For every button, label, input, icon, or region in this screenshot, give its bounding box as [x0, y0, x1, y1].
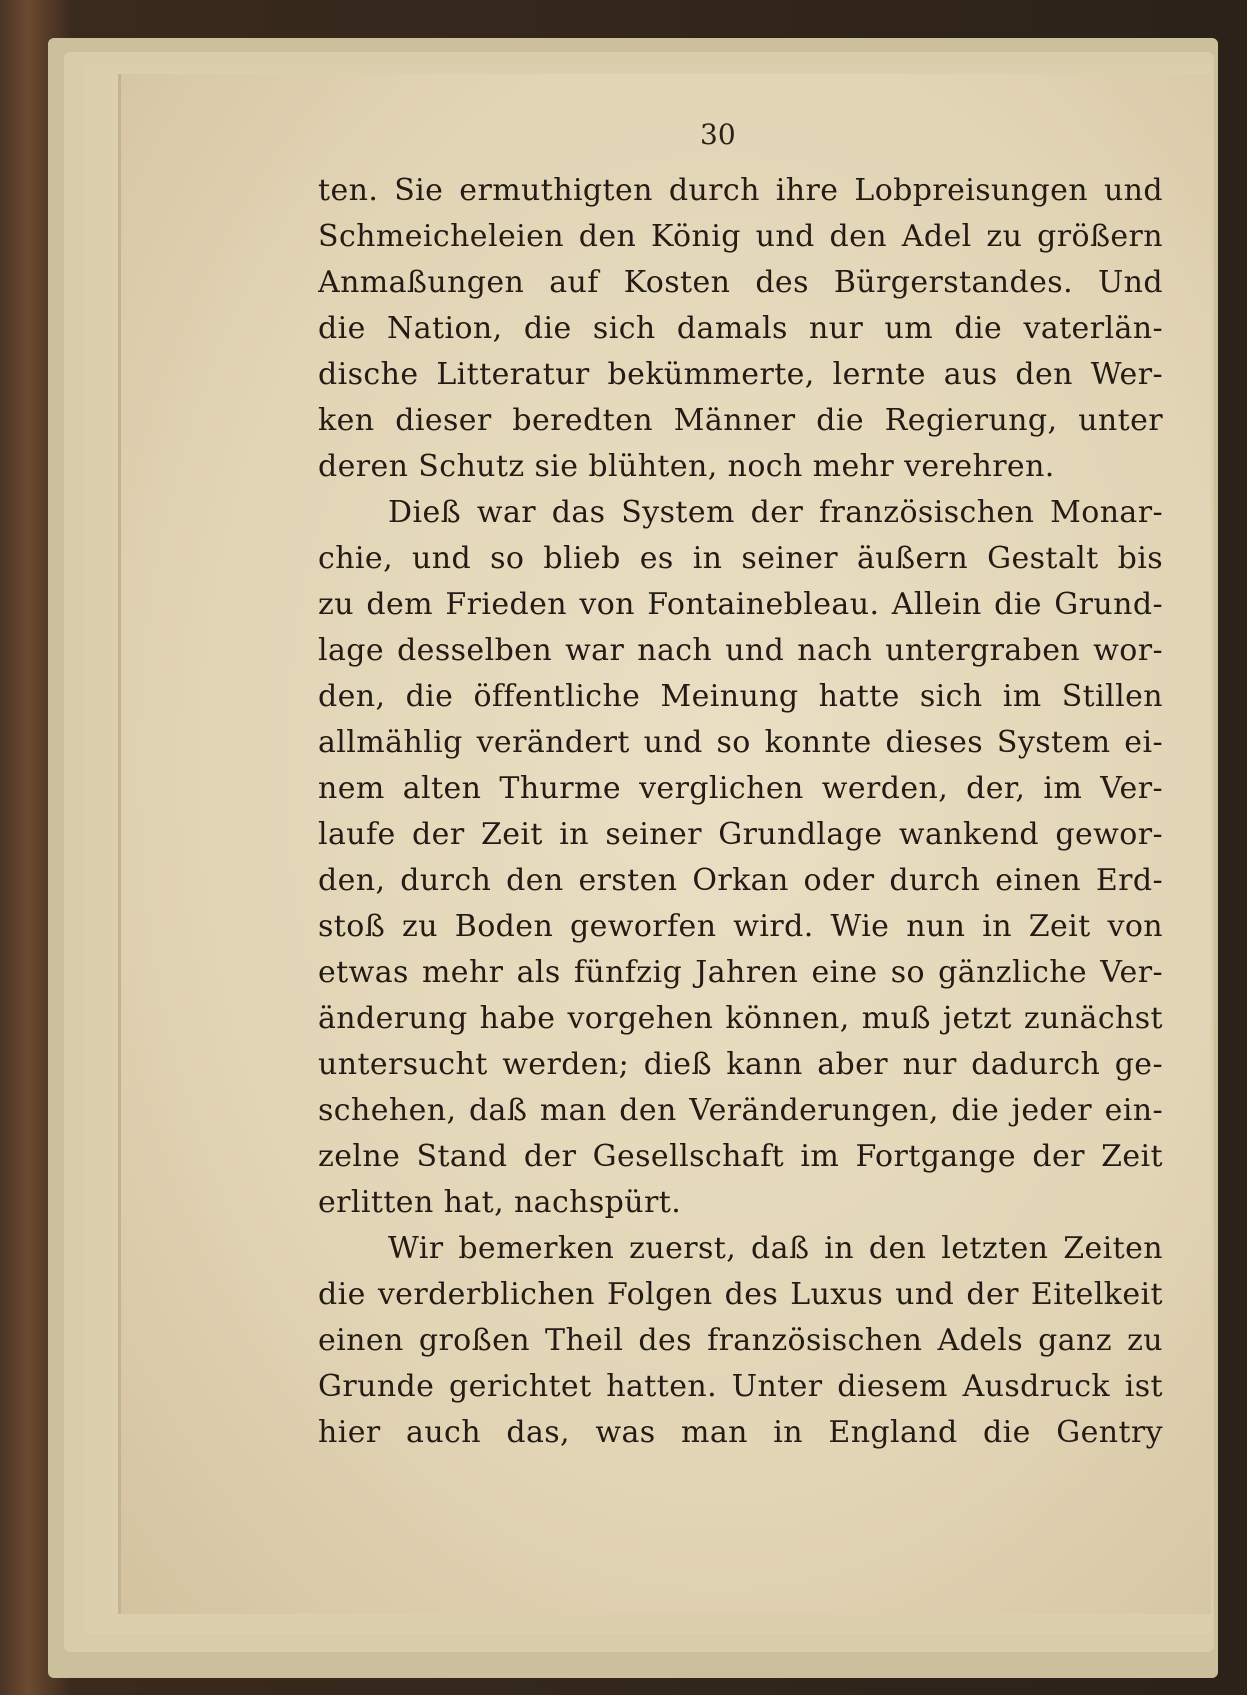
text-line: laufe der Zeit in seiner Grundlage wankend gewor-: [318, 817, 1163, 852]
page-number: 30: [700, 118, 736, 151]
text-line: die Nation, die sich damals nur um die vaterlän-: [318, 311, 1163, 346]
text-line: zelne Stand der Gesellschaft im Fortgange der Zeit: [318, 1139, 1163, 1174]
text-line: erlitten hat, nachspürt.: [318, 1185, 682, 1220]
text-line: nem alten Thurme verglichen werden, der, im Ver-: [318, 771, 1163, 806]
text-line: den, die öffentliche Meinung hatte sich im Stillen: [318, 679, 1163, 714]
text-line: ken dieser beredten Männer die Regierung, unter: [318, 403, 1163, 438]
text-line: dische Litteratur bekümmerte, lernte aus den Wer-: [318, 357, 1163, 392]
text-line: etwas mehr als fünfzig Jahren eine so gänzliche Ver-: [318, 955, 1163, 990]
text-line: untersucht werden; dieß kann aber nur dadurch ge-: [318, 1047, 1163, 1082]
text-line: den, durch den ersten Orkan oder durch einen Erd-: [318, 863, 1163, 898]
body-text: [318, 168, 1163, 1456]
text-line: lage desselben war nach und nach untergraben wor-: [318, 633, 1163, 668]
text-line: ten. Sie ermuthigten durch ihre Lobpreisungen und: [318, 173, 1163, 208]
paragraph-start-line: Wir bemerken zuerst, daß in den letzten Zeiten: [388, 1231, 1163, 1266]
text-line: schehen, daß man den Veränderungen, die jeder ein-: [318, 1093, 1163, 1128]
text-line: allmählig verändert und so konnte dieses System ei-: [318, 725, 1163, 760]
text-line: hier auch das, was man in England die Gentry: [318, 1415, 1163, 1450]
text-line: änderung habe vorgehen können, muß jetzt zunächst: [318, 1001, 1163, 1036]
text-line: chie, und so blieb es in seiner äußern Gestalt bis: [318, 541, 1163, 576]
paragraph-start-line: Dieß war das System der französischen Monar-: [388, 495, 1163, 530]
text-line: Anmaßungen auf Kosten des Bürgerstandes. Und: [318, 265, 1163, 300]
text-line: stoß zu Boden geworfen wird. Wie nun in Zeit von: [318, 909, 1163, 944]
text-line: Schmeicheleien den König und den Adel zu größern: [318, 219, 1163, 254]
text-line: die verderblichen Folgen des Luxus und der Eitelkeit: [318, 1277, 1163, 1312]
text-line: Grunde gerichtet hatten. Unter diesem Ausdruck ist: [318, 1369, 1163, 1404]
text-line: zu dem Frieden von Fontainebleau. Allein die Grund-: [318, 587, 1163, 622]
text-line: deren Schutz sie blühten, noch mehr verehren.: [318, 449, 1055, 484]
text-line: einen großen Theil des französischen Adels ganz zu: [318, 1323, 1163, 1358]
